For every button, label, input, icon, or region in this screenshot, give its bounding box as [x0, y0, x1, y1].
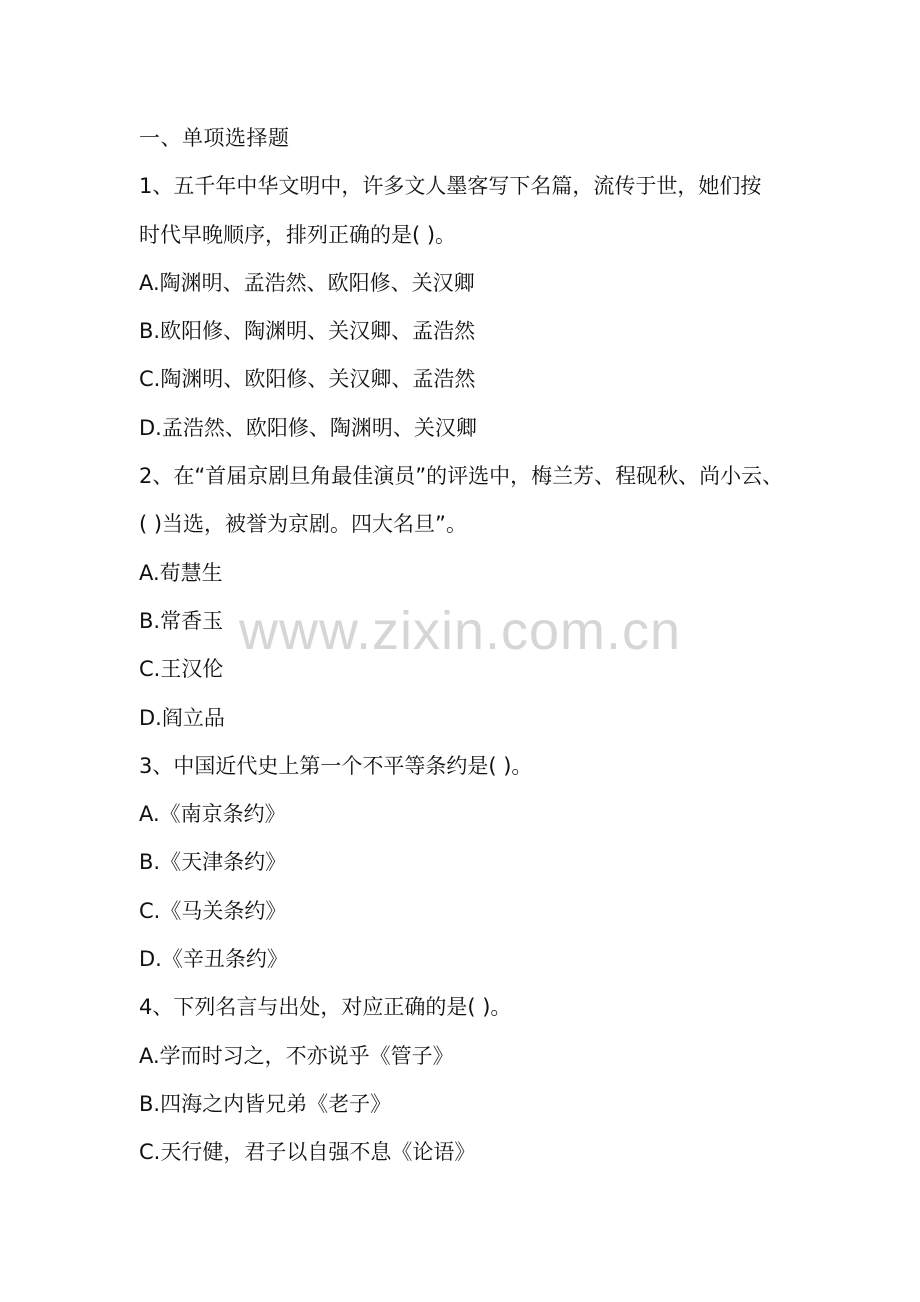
question-3-option-c: C.《马关条约》	[139, 898, 287, 923]
question-1	[139, 162, 789, 452]
watermark: www.zixin.com.cn	[238, 601, 682, 661]
question-2-option-d: D.阎立品	[139, 705, 225, 730]
section-title: 一、单项选择题	[139, 126, 290, 150]
question-2-text-line-1: 2、在“首届京剧旦角最佳演员”的评选中，梅兰芳、程砚秋、尚小云、	[139, 464, 784, 489]
question-4-option-c: C.天行健，君子以自强不息《论语》	[139, 1140, 476, 1165]
question-3-text-line-1: 3、中国近代史上第一个不平等条约是( )。	[139, 753, 533, 778]
question-1-option-d: D.孟浩然、欧阳修、陶渊明、关汉卿	[139, 415, 477, 440]
question-1-text-line-2: 时代早晚顺序，排列正确的是( )。	[139, 222, 457, 247]
question-3-option-b: B.《天津条约》	[139, 850, 287, 875]
question-4-option-b: B.四海之内皆兄弟《老子》	[139, 1091, 392, 1116]
question-3	[139, 742, 789, 983]
question-2	[139, 452, 789, 742]
question-4-option-a: A.学而时习之，不亦说乎《管子》	[139, 1043, 454, 1068]
document-content	[139, 114, 789, 1177]
question-2-text-line-2: ( )当选，被誉为京剧。四大名旦”。	[139, 512, 467, 537]
question-2-option-b: B.常香玉	[139, 608, 224, 633]
question-1-text-line-1: 1、五千年中华文明中，许多文人墨客写下名篇，流传于世，她们按	[139, 174, 762, 199]
question-4	[139, 983, 789, 1176]
question-2-option-a: A.荀慧生	[139, 560, 223, 585]
question-1-option-c: C.陶渊明、欧阳修、关汉卿、孟浩然	[139, 367, 476, 392]
question-1-option-b: B.欧阳修、陶渊明、关汉卿、孟浩然	[139, 319, 476, 344]
question-3-option-a: A.《南京条约》	[139, 802, 286, 827]
question-3-option-d: D.《辛丑条约》	[139, 947, 288, 972]
question-4-text-line-1: 4、下列名言与出处，对应正确的是( )。	[139, 995, 512, 1020]
question-2-option-c: C.王汉伦	[139, 657, 224, 682]
question-1-option-a: A.陶渊明、孟浩然、欧阳修、关汉卿	[139, 270, 475, 295]
